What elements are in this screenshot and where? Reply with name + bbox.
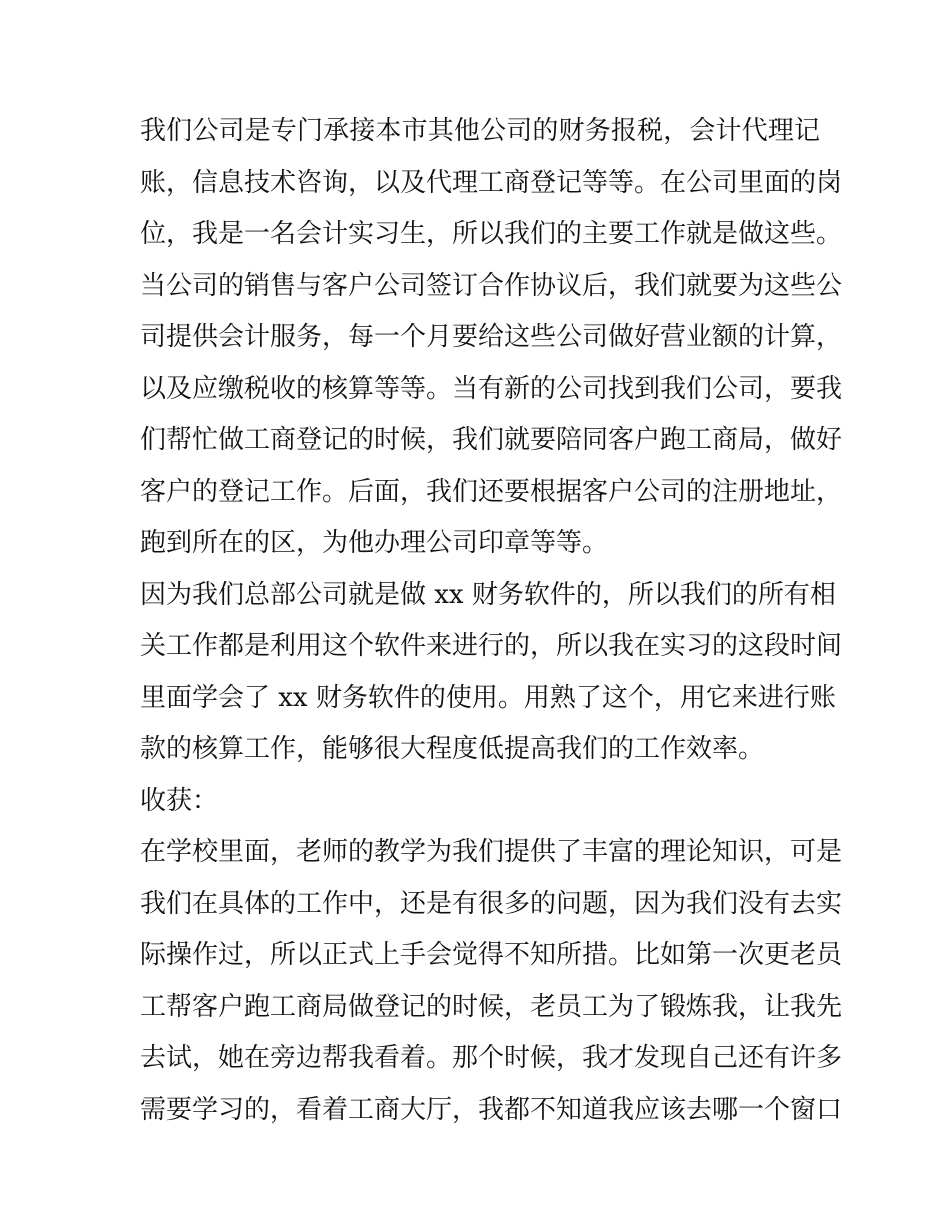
- text-line: 里面学会了 xx 财务软件的使用。用熟了这个，用它来进行账: [140, 682, 836, 713]
- text-line: 际操作过，所以正式上手会觉得不知所措。比如第一次更老员: [140, 940, 843, 970]
- text-line: 以及应缴税收的核算等等。当有新的公司找到我们公司，要我: [140, 373, 843, 404]
- text-line-last: 跑到所在的区，为他办理公司印章等等。: [140, 528, 609, 558]
- section-heading: [140, 776, 820, 828]
- text-line: 当公司的销售与客户公司签订合作协议后，我们就要为这些公: [140, 270, 843, 301]
- text-line: 在学校里面，老师的教学为我们提供了丰富的理论知识，可是: [140, 837, 843, 867]
- text-line: 位，我是一名会计实习生，所以我们的主要工作就是做这些。: [140, 219, 843, 249]
- text-line: 客户的登记工作。后面，我们还要根据客户公司的注册地址，: [140, 476, 843, 507]
- text-line: 司提供会计服务，每一个月要给这些公司做好营业额的计算，: [140, 322, 843, 352]
- text-line: 们帮忙做工商登记的时候，我们就要陪同客户跑工商局，做好: [140, 425, 843, 455]
- heading-harvest: 收获：: [140, 785, 219, 816]
- document-body: [140, 106, 843, 1136]
- text-line-last: 款的核算工作，能够很大程度低提高我们的工作效率。: [140, 734, 765, 764]
- text-line: 我们公司是专门承接本市其他公司的财务报税，会计代理记: [140, 116, 820, 146]
- text-line: 我们在具体的工作中，还是有很多的问题，因为我们没有去实: [140, 888, 843, 919]
- paragraph-3: [140, 827, 843, 1136]
- paragraph-1: [140, 106, 843, 570]
- text-line: 因为我们总部公司就是做 xx 财务软件的，所以我们的所有相: [140, 579, 836, 610]
- text-line: 需要学习的，看着工商大厅，我都不知道我应该去哪一个窗口: [140, 1094, 843, 1125]
- text-line: 关工作都是利用这个软件来进行的，所以我在实习的这段时间: [140, 631, 843, 661]
- text-line: 工帮客户跑工商局做登记的时候，老员工为了锻炼我，让我先: [140, 991, 843, 1022]
- paragraph-2: [140, 570, 843, 776]
- text-line: 账，信息技术咨询，以及代理工商登记等等。在公司里面的岗: [140, 167, 843, 198]
- text-line: 去试，她在旁边帮我看着。那个时候，我才发现自己还有许多: [140, 1043, 843, 1073]
